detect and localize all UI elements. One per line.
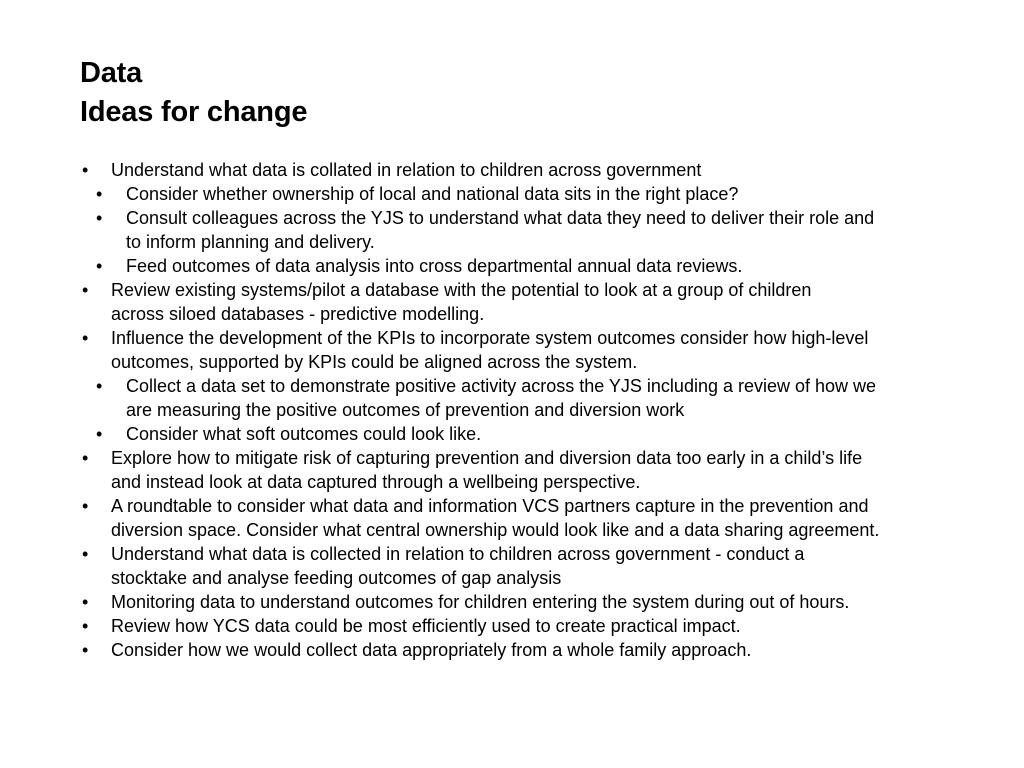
bullet-text: [111, 326, 976, 374]
sub-bullet-item: [76, 254, 976, 278]
bullet-text-line: Consider what soft outcomes could look like.: [126, 424, 482, 444]
bullet-text: [111, 278, 976, 326]
bullet-text: [111, 638, 976, 662]
title-line-1: Data: [80, 57, 143, 89]
bullet-text-line: Understand what data is collected in relation to children across government - conduct a: [111, 544, 805, 564]
bullet-marker: •: [96, 184, 103, 204]
bullet-text-line: diversion space. Consider what central ownership would look like and a data sharing agreement.: [111, 520, 880, 540]
bullet-item: [76, 158, 976, 182]
bullet-text-line: A roundtable to consider what data and information VCS partners capture in the prevention and: [111, 496, 869, 516]
bullet-marker: •: [96, 424, 103, 444]
bullet-text-line: Understand what data is collated in relation to children across government: [111, 160, 702, 180]
bullet-text: [111, 158, 976, 182]
sub-bullet-item: [76, 182, 976, 206]
bullet-marker: •: [96, 256, 103, 276]
bullet-item: [76, 638, 976, 662]
bullet-text-line: Consult colleagues across the YJS to understand what data they need to deliver their role and: [126, 208, 875, 228]
bullet-text-line: Explore how to mitigate risk of capturing prevention and diversion data too early in a child’s life: [111, 448, 863, 468]
bullet-item: [76, 446, 976, 494]
bullet-item: [76, 278, 976, 326]
bullet-text-line: Consider whether ownership of local and national data sits in the right place?: [126, 184, 739, 204]
bullet-marker: •: [96, 208, 103, 228]
bullet-text-line: stocktake and analyse feeding outcomes of gap analysis: [111, 568, 562, 588]
bullet-text: [111, 446, 976, 494]
bullet-marker: •: [82, 544, 89, 564]
bullet-text-line: Influence the development of the KPIs to incorporate system outcomes consider how high-level: [111, 328, 869, 348]
bullet-marker: •: [82, 592, 89, 612]
bullet-marker: •: [82, 280, 89, 300]
title-line-2: Ideas for change: [80, 96, 308, 128]
bullet-text: [111, 590, 976, 614]
bullet-list: [76, 158, 976, 662]
bullet-item: [76, 494, 976, 542]
slide-title: [80, 54, 880, 132]
sub-bullet-item: [76, 374, 976, 422]
bullet-text-line: outcomes, supported by KPIs could be aligned across the system.: [111, 352, 638, 372]
bullet-text: [126, 206, 976, 254]
bullet-marker: •: [82, 160, 89, 180]
bullet-item: [76, 614, 976, 638]
bullet-text-line: Feed outcomes of data analysis into cross departmental annual data reviews.: [126, 256, 743, 276]
bullet-marker: •: [82, 640, 89, 660]
bullet-text-line: to inform planning and delivery.: [126, 232, 375, 252]
bullet-marker: •: [82, 496, 89, 516]
sub-bullet-item: [76, 206, 976, 254]
bullet-text-line: Monitoring data to understand outcomes for children entering the system during out of hours.: [111, 592, 850, 612]
bullet-item: [76, 326, 976, 374]
bullet-text: [111, 494, 976, 542]
bullet-marker: •: [82, 616, 89, 636]
bullet-text-line: Review how YCS data could be most efficiently used to create practical impact.: [111, 616, 741, 636]
bullet-text-line: are measuring the positive outcomes of prevention and diversion work: [126, 400, 685, 420]
bullet-text-line: Review existing systems/pilot a database with the potential to look at a group of children: [111, 280, 812, 300]
bullet-text-line: Collect a data set to demonstrate positive activity across the YJS including a review of how we: [126, 376, 877, 396]
bullet-text: [111, 614, 976, 638]
bullet-text-line: Consider how we would collect data appropriately from a whole family approach.: [111, 640, 752, 660]
bullet-text: [126, 422, 976, 446]
bullet-text: [126, 254, 976, 278]
bullet-marker: •: [96, 376, 103, 396]
bullet-marker: •: [82, 328, 89, 348]
bullet-text: [126, 374, 976, 422]
bullet-marker: •: [82, 448, 89, 468]
sub-bullet-item: [76, 422, 976, 446]
bullet-text-line: and instead look at data captured through a wellbeing perspective.: [111, 472, 641, 492]
bullet-text: [126, 182, 976, 206]
bullet-text: [111, 542, 976, 590]
bullet-item: [76, 590, 976, 614]
bullet-text-line: across siloed databases - predictive modelling.: [111, 304, 485, 324]
bullet-item: [76, 542, 976, 590]
